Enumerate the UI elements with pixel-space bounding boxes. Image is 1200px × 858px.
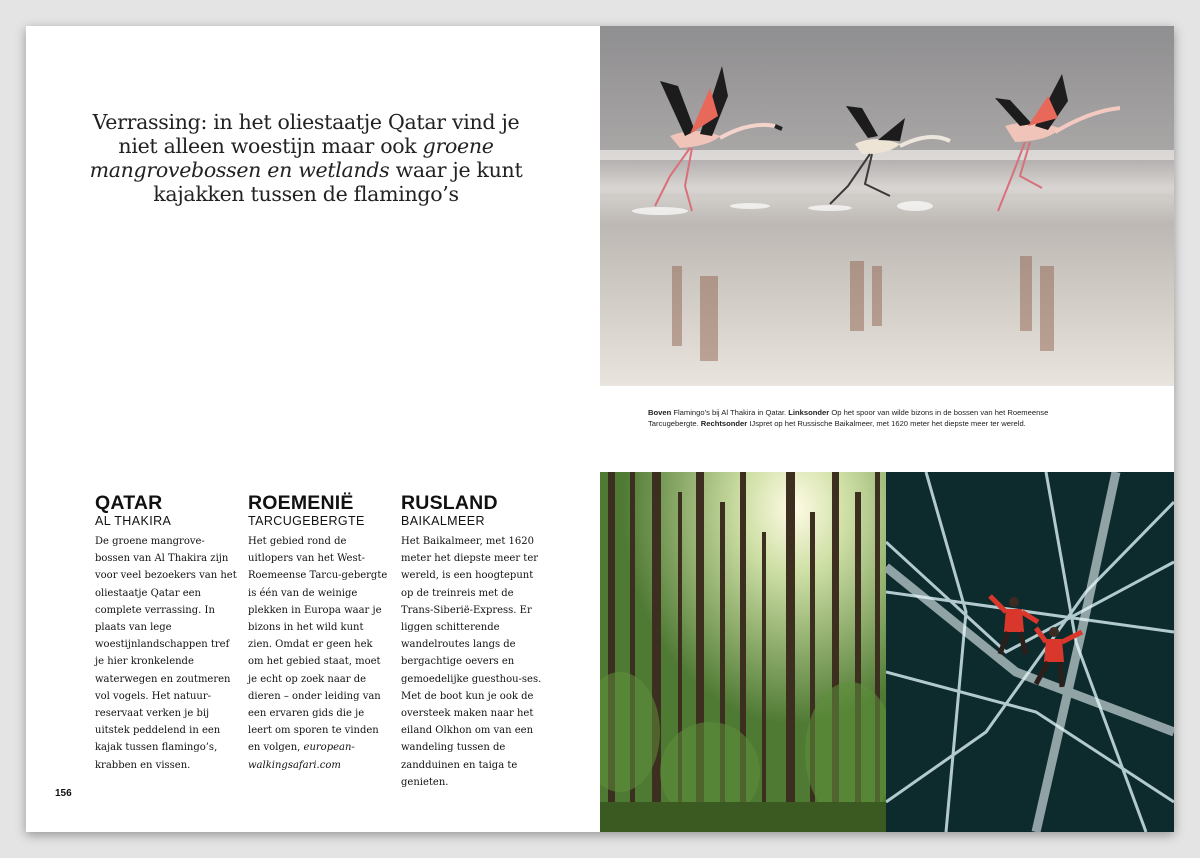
ice-image: [886, 472, 1174, 832]
column-body: [248, 533, 390, 774]
forest-photo: [600, 472, 886, 832]
ice-photo: [886, 472, 1174, 832]
column-body-text: Het gebied rond de uitlopers van het West-Roemeense Tarcu-gebergte is één van de weinige plekken in Europa waar je bizons in het wild kunt zien. Omdat er geen hek om het gebied staat, moet je echt op zoek naar de dieren – onder leiding van een ervaren gids die je leert om sporen te vinden en volgen,: [248, 536, 388, 754]
caption-text-bottom-left: Op het spoor van wilde bizons in de bossen van het Roemeense Tarcugebergte.: [648, 408, 1049, 428]
column-heading: ROEMENIË: [248, 492, 354, 514]
caption-label-top: Boven: [648, 408, 672, 417]
pull-quote-part2: waar je kunt kajakken tussen de flamingo’s: [153, 158, 523, 206]
column-body: De groene mangrove-bossen van Al Thakira zijn voor veel bezoekers van het oliestaatje Qatar een complete verrassing. In plaats van lege woestijnlandschappen tref je hier kronkelende waterwegen en zoutmeren vol vogels. Het natuur-reservaat verken je bij uitstek peddelend in een kajak tussen flamingo’s, krabben en vissen.: [95, 536, 237, 771]
page-number: 156: [55, 788, 72, 799]
caption-text-top: Flamingo’s bij Al Thakira in Qatar.: [671, 408, 789, 417]
forest-image: [600, 472, 886, 832]
caption-label-bottom-left: Linksonder: [788, 408, 830, 417]
pull-quote-emphasis: groene mangrovebossen en wetlands: [89, 134, 494, 182]
column-roemenie: [248, 492, 390, 774]
right-page: [600, 26, 1174, 832]
flamingo-photo: [600, 26, 1174, 386]
column-qatar: [95, 492, 237, 774]
website-link[interactable]: european-walkingsafari.com: [248, 742, 355, 771]
column-heading: QATAR: [95, 492, 163, 514]
left-page: [26, 26, 600, 832]
caption-label-bottom-right: Rechtsonder: [700, 419, 748, 428]
caption-text-bottom-right: IJspret op het Russische Baikalmeer, met 1620 meter het diepste meer ter wereld.: [747, 419, 1026, 428]
flamingo-image: [600, 26, 1174, 386]
column-subheading: BAIKALMEER: [401, 514, 485, 528]
column-heading: RUSLAND: [401, 492, 498, 514]
column-body: Het Baikalmeer, met 1620 meter het diepste meer ter wereld, is een hoogtepunt op de treinreis met de Trans-Siberië-Express. Er liggen schitterende wandelroutes langs de bergachtige oevers en gemoedelijke guesthou-ses. Met de boot kun je ook de oversteek maken naar het eiland Olkhon om van een wandeling tussen de zandduinen en taiga te genieten.: [401, 536, 542, 788]
magazine-spread: [26, 26, 1174, 832]
column-subheading: TARCUGEBERGTE: [248, 514, 365, 528]
column-rusland: [401, 492, 543, 791]
column-subheading: AL THAKIRA: [95, 514, 172, 528]
photo-caption: [648, 407, 1068, 429]
pull-quote-part1: Verrassing: in het oliestaatje Qatar vind je niet alleen woestijn maar ook: [92, 110, 520, 158]
pull-quote: [86, 110, 526, 206]
